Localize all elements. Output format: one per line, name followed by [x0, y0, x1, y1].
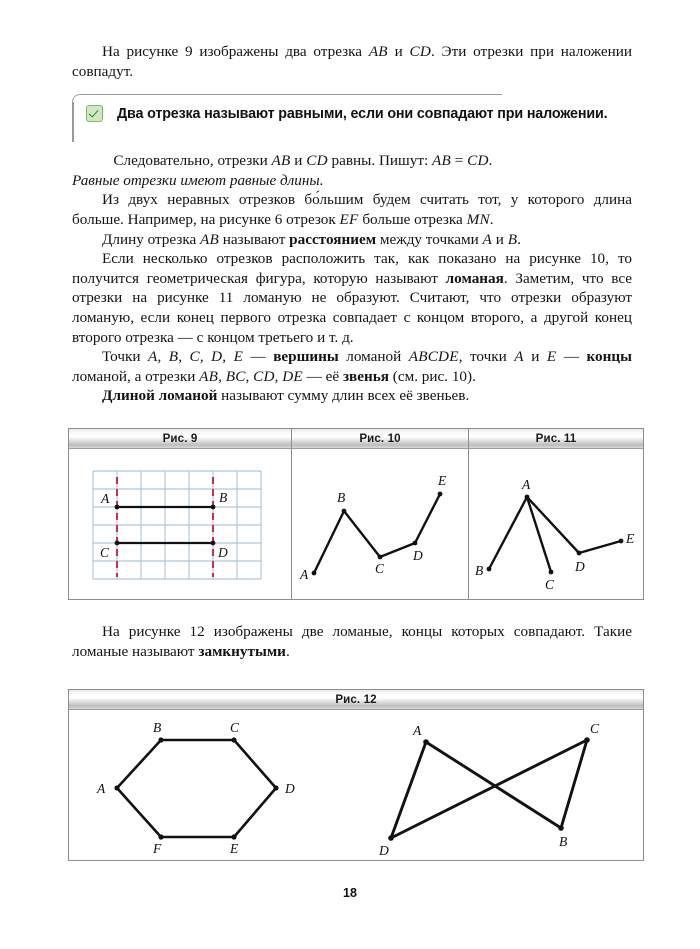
- figure-11-caption-bar: [469, 429, 643, 449]
- non-polyline-segments: [489, 497, 621, 572]
- point-label-C: C: [230, 720, 240, 735]
- green-check-badge-icon: [86, 105, 103, 122]
- point-label-B: B: [475, 563, 484, 578]
- page-number: 18: [343, 886, 357, 900]
- figure-strip-12: [68, 689, 644, 861]
- figure-12-canvas: [69, 710, 643, 860]
- closed-polyline-hexagon: [96, 720, 295, 856]
- paragraph-polyline-length: Длиной ломаной называют сумму длин всех её звеньев.: [102, 387, 470, 405]
- point-label-B: B: [559, 834, 568, 849]
- point-label-D: D: [413, 548, 423, 563]
- point-label-C: C: [375, 561, 385, 576]
- paragraph-vertices-links: Точки A, B, C, D, E — вершины ломаной ABCDE, точки A и E — концы ломаной, а отрезки AB, BC, CD, DE — её звенья (см. рис. 10).: [72, 348, 632, 385]
- point-label-D: D: [218, 545, 228, 560]
- paragraph-equal-segments: Следовательно, отрезки AB и CD равны. Пишут: AB = CD. Равные отрезки имеют равные длины.: [72, 152, 493, 189]
- point-label-D: D: [379, 843, 389, 858]
- figure-12-caption-bar: [69, 690, 643, 710]
- point-label-D: D: [285, 781, 295, 796]
- point-label-F: F: [153, 841, 162, 856]
- figure-9-caption-bar: [69, 429, 291, 449]
- callout-left-rule: [72, 102, 74, 142]
- figure-9-caption: Рис. 9: [162, 432, 198, 445]
- figure-11-canvas: [469, 449, 643, 599]
- figure-11-caption: Рис. 11: [535, 432, 577, 445]
- grid-lines: [93, 471, 261, 579]
- figure-panel-12: [69, 690, 643, 860]
- paragraph-closed-polylines: На рисунке 12 изображены две ломаные, концы которых совпадают. Такие ломаные называют замкнутыми.: [72, 623, 632, 660]
- definition-text: Два отрезка называют равными, если они совпадают при наложении.: [117, 105, 608, 122]
- definition-callout: [72, 94, 632, 140]
- figure-10-caption: Рис. 10: [359, 432, 401, 445]
- point-label-A: A: [101, 491, 110, 506]
- figure-9-canvas: [69, 449, 291, 599]
- point-label-E: E: [230, 841, 239, 856]
- paragraph-polyline-definition: Если несколько отрезков расположить так, как показано на рисунке 10, то получится геометрическая фигура, которую называют ломаная. Заметим, что все отрезки на рисунке 11 ломаную не образуют. Считают, что отрезки образуют ломаную, если конец первого отрезка совпадает с концом второго, а другой конец второго отрезка — с концом третьего и т. д.: [72, 250, 632, 346]
- point-label-A: A: [97, 781, 106, 796]
- point-label-A: A: [413, 723, 422, 738]
- point-label-E: E: [438, 473, 447, 488]
- point-label-C: C: [545, 577, 555, 592]
- page-body-text: [72, 42, 632, 406]
- closed-polyline-self-intersecting: [378, 721, 600, 858]
- paragraph-distance: Длину отрезка AB называют расстоянием между точками A и B.: [102, 230, 522, 248]
- figure-10-canvas: [292, 449, 468, 599]
- point-label-B: B: [153, 720, 162, 735]
- point-label-A: A: [300, 567, 309, 582]
- point-label-E: E: [626, 531, 635, 546]
- figure-panel-9: [69, 429, 291, 599]
- point-label-A: A: [522, 477, 531, 492]
- point-label-B: B: [337, 490, 346, 505]
- point-label-D: D: [575, 559, 585, 574]
- paragraph-intro-fig9: На рисунке 9 изображены два отрезка AB и CD. Эти отрезки при наложении совпадут.: [72, 43, 632, 80]
- point-label-B: B: [219, 490, 228, 505]
- point-label-C: C: [100, 545, 110, 560]
- paragraph-greater-segment: Из двух неравных отрезков бо́льшим будем считать тот, у которого длина больше. Например, на рисунке 6 отрезок EF больше отрезка MN.: [72, 191, 632, 228]
- figure-12-caption: Рис. 12: [335, 693, 377, 706]
- figure-panel-11: [468, 429, 643, 599]
- point-label-C: C: [590, 721, 600, 736]
- figure-strip-9-10-11: [68, 428, 644, 600]
- callout-top-rule: [72, 94, 502, 104]
- figure-10-caption-bar: [292, 429, 468, 449]
- paragraph-closed-polylines-wrapper: [72, 622, 632, 661]
- figure-panel-10: [291, 429, 468, 599]
